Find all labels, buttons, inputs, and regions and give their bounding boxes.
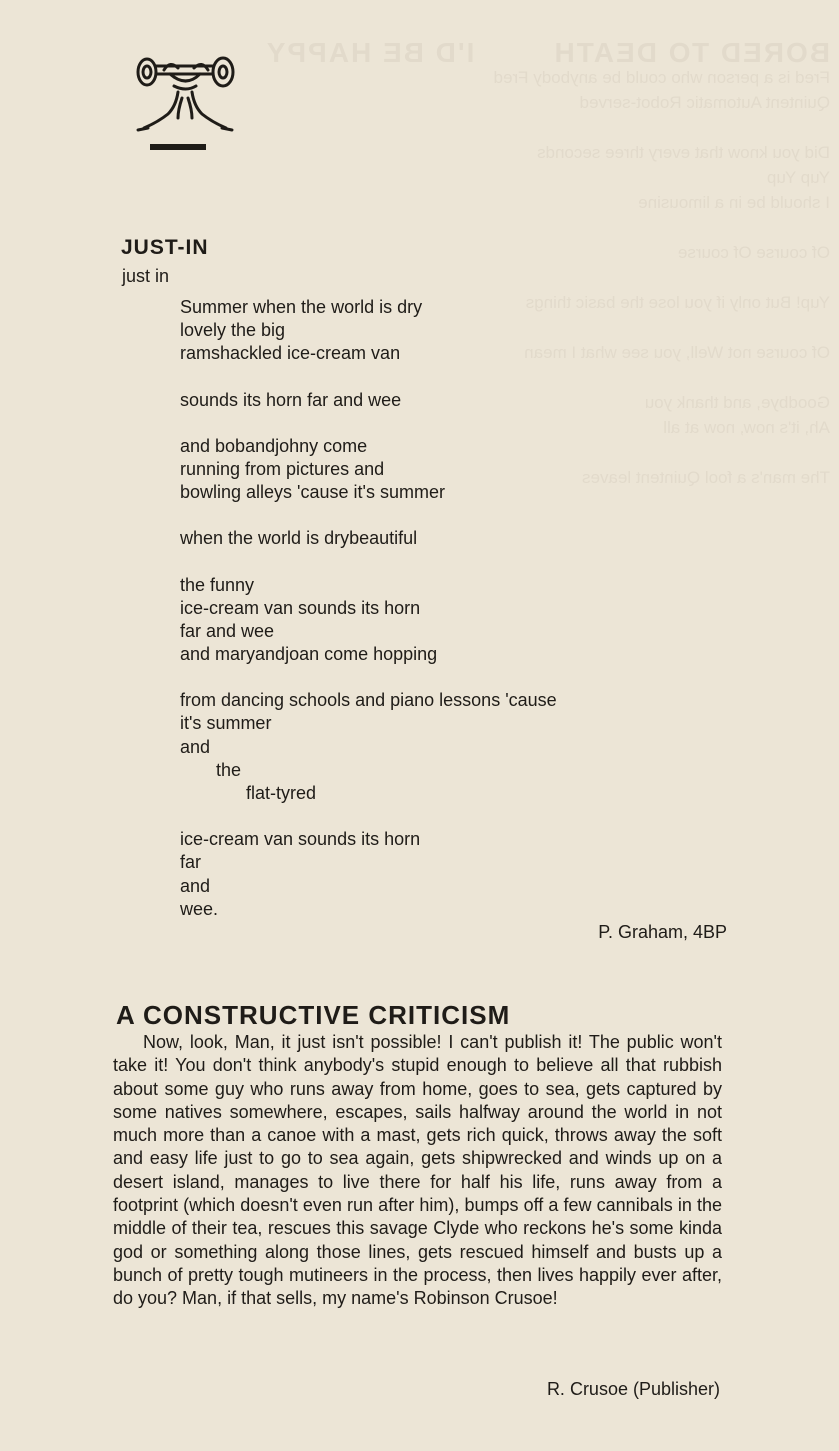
poem-line: bowling alleys 'cause it's summer (180, 482, 445, 503)
stanza-break (180, 504, 557, 527)
poem-line: ice-cream van sounds its horn (180, 597, 421, 618)
poem-line: and (180, 736, 211, 757)
poem-line: far (180, 852, 202, 873)
poem-line: sounds its horn far and wee (180, 389, 402, 410)
poem-line: from dancing schools and piano lessons 'cause (180, 690, 557, 711)
poem-body (180, 296, 557, 921)
poem-author: P. Graham, 4BP (598, 922, 727, 942)
article-title: A CONSTRUCTIVE CRITICISM (116, 1000, 511, 1030)
poem-line: and (180, 875, 211, 896)
poem-line: ramshackled ice-cream van (180, 343, 401, 364)
poem-title: JUST-IN (121, 236, 209, 259)
poem-line: flat-tyred (246, 783, 317, 803)
poem-line: wee. (180, 898, 219, 919)
poem-line: Summer when the world is dry (180, 297, 423, 317)
stanza-break (180, 551, 557, 574)
stanza-break (180, 412, 557, 435)
weightlifter-mascot-icon (130, 52, 242, 162)
poem-line: it's summer (180, 713, 272, 734)
stanza-break (180, 805, 557, 828)
article-author: R. Crusoe (Publisher) (546, 1379, 720, 1399)
poem-line: running from pictures and (180, 458, 385, 479)
poem-line: and maryandjoan come hopping (180, 644, 438, 665)
reverse-page-showthrough: BORED TO DEATH I'D BE HAPPY Fred is a person who could be anybody Fred Quintent Automatic Robot-served Did you know that every three seconds Yup Yup I should be in a limousine Of course Of course Yup! But only if you lose the basic things Of course not Well, you see what I mean Goodbye, and thank you Ah, it's now, now at all The man's a fool Quintent leaves (264, 37, 830, 487)
poem-line: lovely the big (180, 320, 286, 341)
poem-line: when the world is drybeautiful (180, 528, 418, 549)
poem-line: ice-cream van sounds its horn (180, 829, 421, 850)
stanza-break (180, 366, 557, 389)
article-body: Now, look, Man, it just isn't possible! I can't publish it! The public won't take it! You don't think anybody's stupid enough to believe all that rubbish about some guy who runs away from home, goes to sea, gets captured by some natives somewhere, escapes, sails halfway around the world in not much more than a canoe with a mast, gets rich quick, throws away the soft and easy life just to go to sea again, gets shipwrecked and winds up on a desert island, manages to live there for half his life, runs away from a footprint (which doesn't even run after him), bumps off a few cannibals in the middle of their tea, rescues this savage Clyde who reckons he's some kinda god or something along those lines, gets rescued himself and busts up a bunch of pretty tough mutineers in the process, then lives happily ever after, do you? Man, if that sells, my name's Robinson Crusoe! (113, 1032, 722, 1309)
stanza-break (180, 666, 557, 689)
poem-subtitle: just in (122, 266, 170, 286)
poem-line: far and wee (180, 620, 275, 641)
poem-line: the (216, 759, 242, 780)
poem-line: the funny (180, 574, 255, 595)
poem-line: and bobandjohny come (180, 435, 368, 456)
